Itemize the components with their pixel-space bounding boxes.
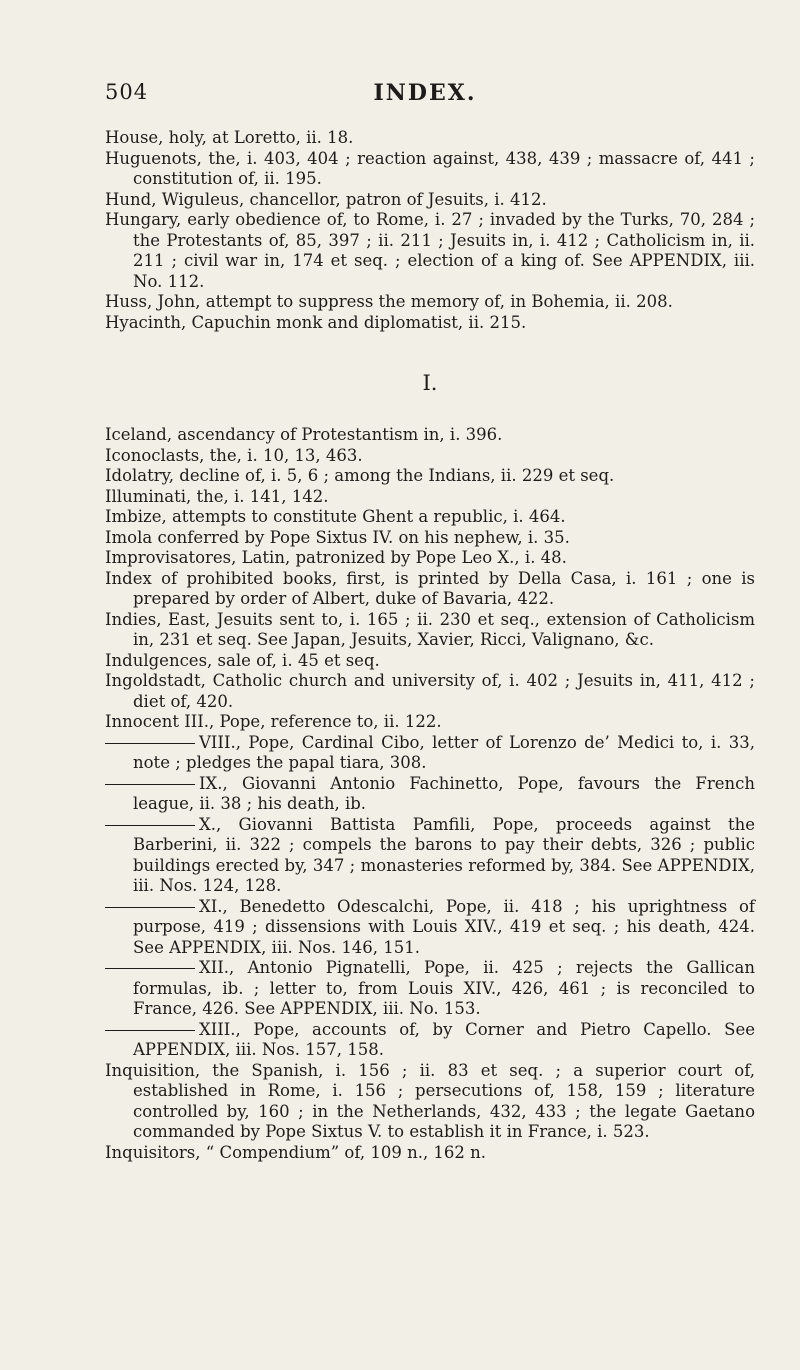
index-entry: Idolatry, decline of, i. 5, 6 ; among the Indians, ii. 229 et seq. (105, 466, 615, 485)
index-entry: Hund, Wiguleus, chancellor, patron of Jesuits, i. 412. (105, 189, 547, 209)
subentry-text: XIII., Pope, accounts of, by Corner and Pietro Capello. See APPENDIX, iii. Nos. 157, 158. (133, 1019, 755, 1059)
index-subentry (105, 733, 755, 774)
ditto-dash (105, 907, 195, 908)
ditto-dash (105, 1030, 195, 1031)
ditto-dash (105, 968, 195, 969)
index-entry: Inquisitors, “ Compendium” of, 109 n., 162 n. (105, 1142, 487, 1162)
index-entry: Hyacinth, Capuchin monk and diplomatist, ii. 215. (105, 312, 527, 332)
index-entry: Inquisition, the Spanish, i. 156 ; ii. 83 et seq. ; a superior court of, established in Rome, i. 156 ; persecutions of, 158, 159 ; literature controlled by, 160 ; in the Netherlands, 432, 433 ; the legate Gaetano commanded by Pope Sixtus V. to establish it in France, i. 523. (105, 1060, 755, 1141)
ditto-dash (105, 784, 195, 785)
index-subentry (105, 815, 755, 897)
index-entries (105, 128, 755, 1163)
index-subentry (105, 897, 755, 959)
subentry-text: X., Giovanni Battista Pamfili, Pope, proceeds against the Barberini, ii. 322 ; compels the barons to pay their debts, 326 ; public buildings erected by, 347 ; monasteries reformed by, 384. See APPENDIX, iii. Nos. 124, 128. (133, 814, 755, 895)
index-entry: Huss, John, attempt to suppress the memory of, in Bohemia, ii. 208. (105, 292, 673, 311)
subentry-text: VIII., Pope, Cardinal Cibo, letter of Lorenzo de’ Medici to, i. 33, note ; pledges the papal tiara, 308. (133, 732, 755, 772)
subentry-text: XII., Antonio Pignatelli, Pope, ii. 425 ; rejects the Gallican formulas, ib. ; letter to, from Louis XIV., 426, 461 ; is reconciled to France, 426. See APPENDIX, iii. No. 153. (133, 958, 755, 1018)
subentry-text: XI., Benedetto Odescalchi, Pope, ii. 418 ; his uprightness of purpose, 419 ; dissensions with Louis XIV., 419 et seq. ; his death, 424. See APPENDIX, iii. Nos. 146, 151. (133, 896, 755, 957)
index-entry: Indulgences, sale of, i. 45 et seq. (105, 650, 380, 670)
index-entry: Improvisatores, Latin, patronized by Pope Leo X., i. 48. (105, 548, 567, 567)
index-entry: Illuminati, the, i. 141, 142. (105, 486, 329, 506)
index-subentry (105, 1020, 755, 1061)
index-subentry (105, 774, 755, 815)
page-header (105, 80, 745, 120)
subentry-text: IX., Giovanni Antonio Fachinetto, Pope, favours the French league, ii. 38 ; his death, ib. (133, 773, 755, 813)
index-entry: Imbize, attempts to constitute Ghent a republic, i. 464. (105, 507, 566, 526)
index-entry: Huguenots, the, i. 403, 404 ; reaction against, 438, 439 ; massacre of, 441 ; constitution of, ii. 195. (105, 148, 755, 188)
index-entry: Indies, East, Jesuits sent to, i. 165 ; ii. 230 et seq., extension of Catholicism in, 231 et seq. See Japan, Jesuits, Xavier, Ricci, Valignano, &c. (105, 609, 755, 649)
running-head: INDEX. (373, 80, 477, 106)
ditto-dash (105, 743, 195, 744)
index-entry: Hungary, early obedience of, to Rome, i. 27 ; invaded by the Turks, 70, 284 ; the Protestants of, 85, 397 ; ii. 211 ; Jesuits in, i. 412 ; Catholicism in, ii. 211 ; civil war in, 174 et seq. ; election of a king of. See APPENDIX, iii. No. 112. (105, 210, 755, 291)
index-entry: Innocent III., Pope, reference to, ii. 122. (105, 712, 442, 731)
index-entry: Index of prohibited books, first, is printed by Della Casa, i. 161 ; one is prepared by order of Albert, duke of Bavaria, 422. (105, 568, 755, 608)
index-entry: Ingoldstadt, Catholic church and university of, i. 402 ; Jesuits in, 411, 412 ; diet of, 420. (105, 671, 755, 711)
index-entry: Iconoclasts, the, i. 10, 13, 463. (105, 445, 363, 465)
section-letter: I. (422, 371, 438, 395)
ditto-dash (105, 825, 195, 826)
index-entry: Imola conferred by Pope Sixtus IV. on his nephew, i. 35. (105, 527, 570, 547)
page-number: 504 (105, 80, 149, 104)
index-entry: House, holy, at Loretto, ii. 18. (105, 128, 354, 147)
index-entry: Iceland, ascendancy of Protestantism in, i. 396. (105, 425, 503, 444)
index-subentry (105, 958, 755, 1020)
